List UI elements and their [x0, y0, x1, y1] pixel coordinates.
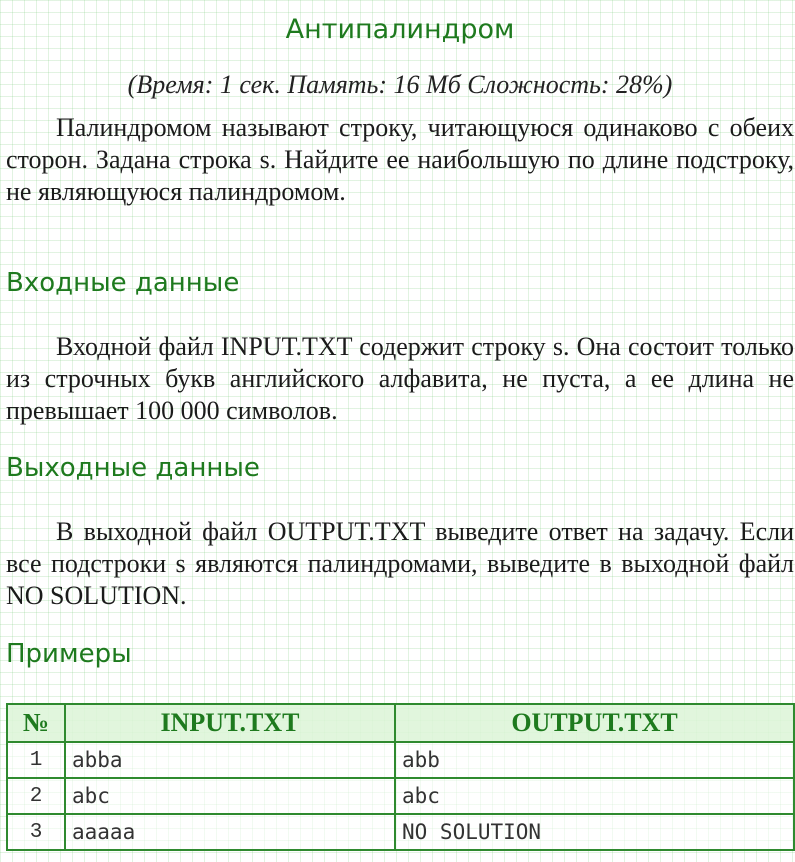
problem-statement: Палиндромом называют строку, читающуюся одинаково с обеих сторон. Задана строка s. Найдите ее наибольшую по длине подстроку, не являющуюся палиндромом. — [6, 113, 794, 206]
example-number: 1 — [7, 742, 65, 778]
examples-table — [6, 703, 795, 851]
examples-heading: Примеры — [6, 639, 132, 669]
example-number: 2 — [7, 778, 65, 814]
example-output: NO SOLUTION — [395, 814, 794, 850]
table-row — [7, 814, 794, 850]
column-header-input: INPUT.TXT — [65, 704, 395, 742]
example-input: aaaaa — [65, 814, 395, 850]
problem-limits: (Время: 1 сек. Память: 16 Мб Сложность: 28%) — [127, 70, 673, 99]
examples-header-row — [7, 704, 794, 742]
example-input: abc — [65, 778, 395, 814]
input-description: Входной файл INPUT.TXT содержит строку s. Она состоит только из строчных букв английского алфавита, не пуста, а ее длина не превышает 100 000 символов. — [6, 332, 794, 425]
example-number: 3 — [7, 814, 65, 850]
output-heading: Выходные данные — [6, 453, 260, 483]
example-output: abc — [395, 778, 794, 814]
table-row — [7, 742, 794, 778]
problem-title: Антипалиндром — [285, 14, 515, 45]
column-header-output: OUTPUT.TXT — [395, 704, 794, 742]
table-row — [7, 778, 794, 814]
example-input: abba — [65, 742, 395, 778]
input-heading: Входные данные — [6, 268, 240, 298]
example-output: abb — [395, 742, 794, 778]
output-description: В выходной файл OUTPUT.TXT выведите ответ на задачу. Если все подстроки s являются палиндромами, выведите в выходной файл NO SOLUTION. — [6, 517, 794, 610]
column-header-number: № — [7, 704, 65, 742]
